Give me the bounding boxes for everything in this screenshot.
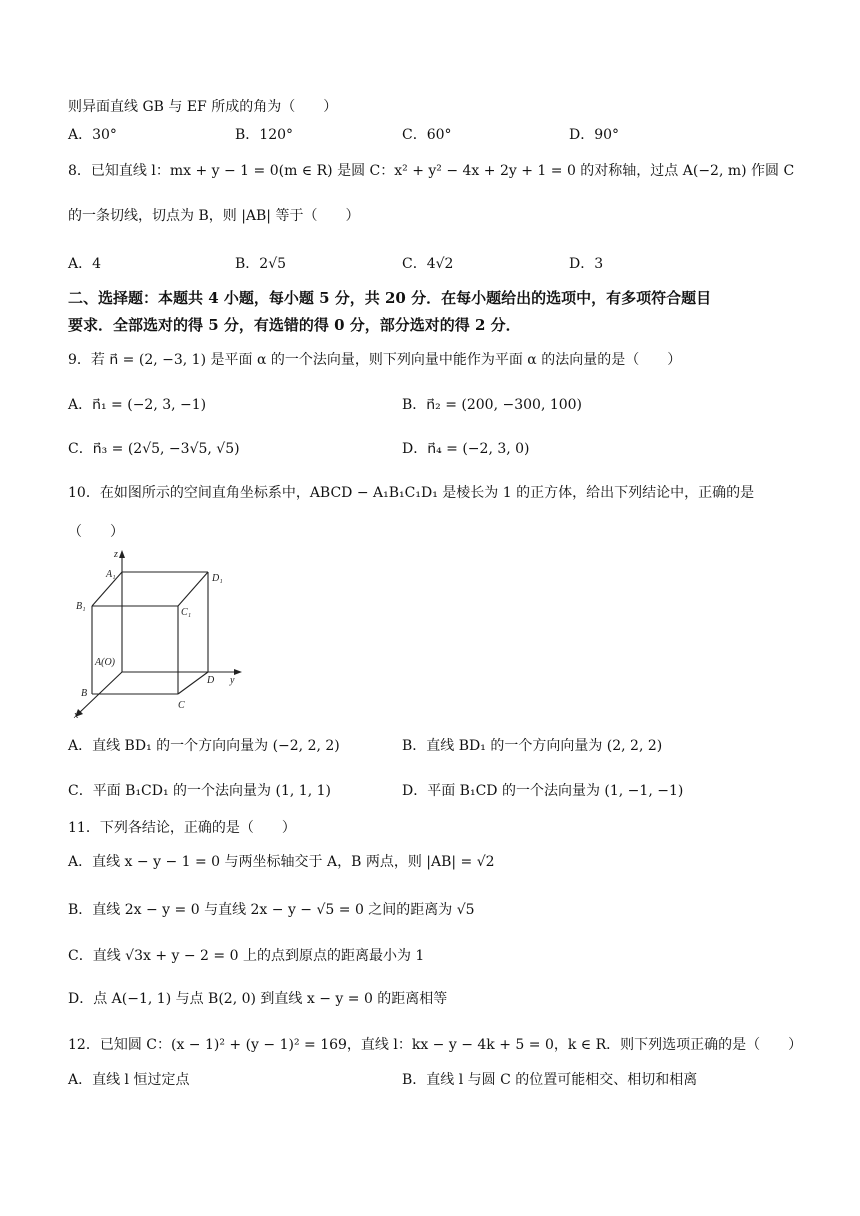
label-B1: B₁ [76, 601, 86, 612]
q8-stem-line2: 的一条切线，切点为 B，则 |AB| 等于（ ） [68, 208, 360, 224]
q10-option-b: B．直线 BD₁ 的一个方向向量为 (2, 2, 2) [402, 738, 663, 754]
q12-option-a: A．直线 l 恒过定点 [68, 1072, 190, 1088]
label-C: C [178, 700, 185, 711]
q8-option-c: C．4√2 [402, 256, 454, 272]
q9-stem: 9．若 n⃗ = (2, −3, 1) 是平面 α 的一个法向量，则下列向量中能作为平面 α 的法向量的是（ ） [68, 352, 682, 368]
q9-option-c: C．n⃗₃ = (2√5, −3√5, √5) [68, 441, 240, 457]
q10-stem-line2: （ ） [68, 524, 124, 540]
q12-option-b: B．直线 l 与圆 C 的位置可能相交、相切和相离 [402, 1072, 698, 1088]
label-AO: A(O) [95, 657, 115, 668]
label-C1: C₁ [181, 607, 192, 618]
label-B: B [81, 688, 88, 699]
section2-heading-line2: 要求．全部选对的得 5 分，有选错的得 0 分，部分选对的得 2 分． [68, 316, 521, 334]
q9-option-b: B．n⃗₂ = (200, −300, 100) [402, 397, 583, 413]
q7-option-d: D．90° [569, 127, 620, 143]
cube-coordinate-figure [68, 548, 258, 720]
q8-option-a: A．4 [68, 256, 102, 272]
q12-stem: 12．已知圆 C：(x − 1)² + (y − 1)² = 169，直线 l：kx − y − 4k + 5 = 0，k ∈ R．则下列选项正确的是（ ） [68, 1037, 803, 1053]
q9-option-a: A．n⃗₁ = (−2, 3, −1) [68, 397, 207, 413]
q7-option-b: B．120° [235, 127, 294, 143]
q10-option-d: D．平面 B₁CD 的一个法向量为 (1, −1, −1) [402, 783, 684, 799]
label-z: z [114, 549, 118, 560]
q8-stem-line1: 8．已知直线 l：mx + y − 1 = 0(m ∈ R) 是圆 C：x² + y² − 4x + 2y + 1 = 0 的对称轴，过点 A(−2, m) 作圆 C [68, 163, 795, 179]
q11-option-d: D．点 A(−1, 1) 与点 B(2, 0) 到直线 x − y = 0 的距离相等 [68, 991, 448, 1007]
q10-option-a: A．直线 BD₁ 的一个方向向量为 (−2, 2, 2) [68, 738, 340, 754]
label-D1: D₁ [212, 573, 223, 584]
q8-option-d: D．3 [569, 256, 604, 272]
label-A1: A₁ [106, 569, 116, 580]
q11-option-b: B．直线 2x − y = 0 与直线 2x − y − √5 = 0 之间的距离为 √5 [68, 902, 475, 918]
q7-stem: 则异面直线 GB 与 EF 所成的角为（ ） [68, 99, 338, 115]
q11-option-a: A．直线 x − y − 1 = 0 与两坐标轴交于 A，B 两点，则 |AB| = √2 [68, 854, 495, 870]
q9-option-d: D．n⃗₄ = (−2, 3, 0) [402, 441, 530, 457]
label-x: x [74, 710, 79, 720]
q7-option-c: C．60° [402, 127, 452, 143]
q11-option-c: C．直线 √3x + y − 2 = 0 上的点到原点的距离最小为 1 [68, 948, 425, 964]
label-D: D [207, 675, 215, 686]
q8-option-b: B．2√5 [235, 256, 287, 272]
q10-option-c: C．平面 B₁CD₁ 的一个法向量为 (1, 1, 1) [68, 783, 331, 799]
section2-heading-line1: 二、选择题：本题共 4 小题，每小题 5 分，共 20 分．在每小题给出的选项中，有多项符合题目 [68, 289, 712, 307]
q11-stem: 11．下列各结论，正确的是（ ） [68, 820, 296, 836]
label-y: y [230, 675, 235, 686]
q7-option-a: A．30° [68, 127, 117, 143]
q10-stem-line1: 10．在如图所示的空间直角坐标系中，ABCD − A₁B₁C₁D₁ 是棱长为 1 的正方体，给出下列结论中，正确的是 [68, 485, 755, 501]
